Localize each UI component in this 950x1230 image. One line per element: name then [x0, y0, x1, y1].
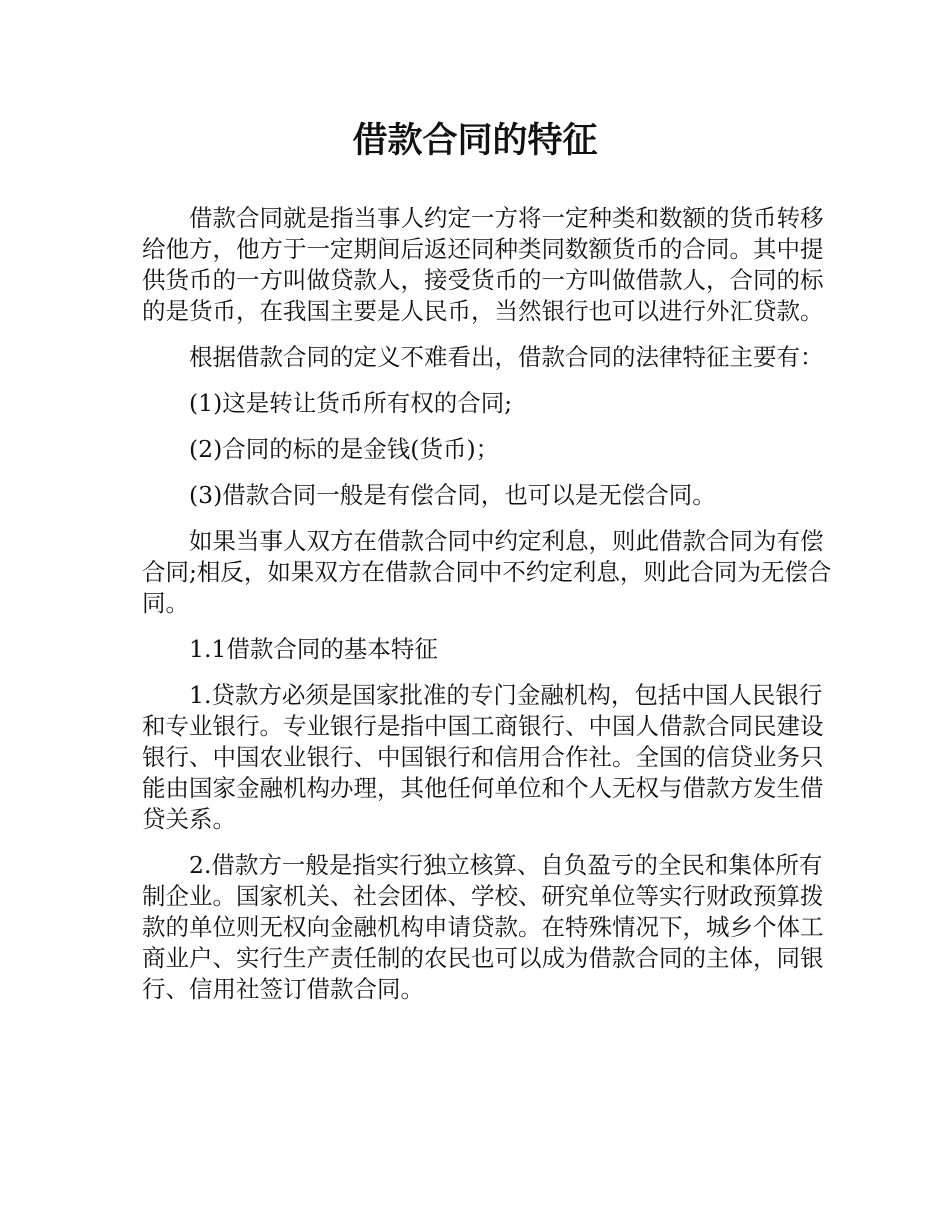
paragraph-definition: 借款合同就是指当事人约定一方将一定种类和数额的货币转移给他方，他方于一定期间后返还同种类同数额货币的合同。其中提供货币的一方叫做贷款人，接受货币的一方叫做借款人，合同的标的是货币，在我国主要是人民币，当然银行也可以进行外汇贷款。 — [142, 204, 824, 325]
list-item-feature-2: (2)合同的标的是金钱(货币)； — [189, 435, 500, 463]
list-item-feature-3: (3)借款合同一般是有偿合同，也可以是无偿合同。 — [189, 481, 716, 509]
paragraph-interest: 如果当事人双方在借款合同中约定利息，则此借款合同为有偿合同;相反，如果双方在借款合同中不约定利息，则此合同为无偿合同。 — [142, 527, 832, 617]
list-item-feature-1: (1)这是转让货币所有权的合同; — [189, 389, 513, 417]
section-heading: 1.1借款合同的基本特征 — [189, 635, 438, 663]
paragraph-lender: 1.贷款方必须是国家批准的专门金融机构，包括中国人民银行和专业银行。专业银行是指中国工商银行、中国人借款合同民建设银行、中国农业银行、中国银行和信用合作社。全国的信贷业务只能由国家金融机构办理，其他任何单位和个人无权与借款方发生借贷关系。 — [142, 681, 824, 833]
paragraph-features-intro: 根据借款合同的定义不难看出，借款合同的法律特征主要有： — [189, 343, 824, 371]
page-title: 借款合同的特征 — [352, 121, 598, 161]
paragraph-borrower: 2.借款方一般是指实行独立核算、自负盈亏的全民和集体所有制企业。国家机关、社会团体、学校、研究单位等实行财政预算拨款的单位则无权向金融机构申请贷款。在特殊情况下，城乡个体工商业户、实行生产责任制的农民也可以成为借款合同的主体，同银行、信用社签订借款合同。 — [142, 851, 824, 1003]
document-body — [142, 203, 832, 1020]
